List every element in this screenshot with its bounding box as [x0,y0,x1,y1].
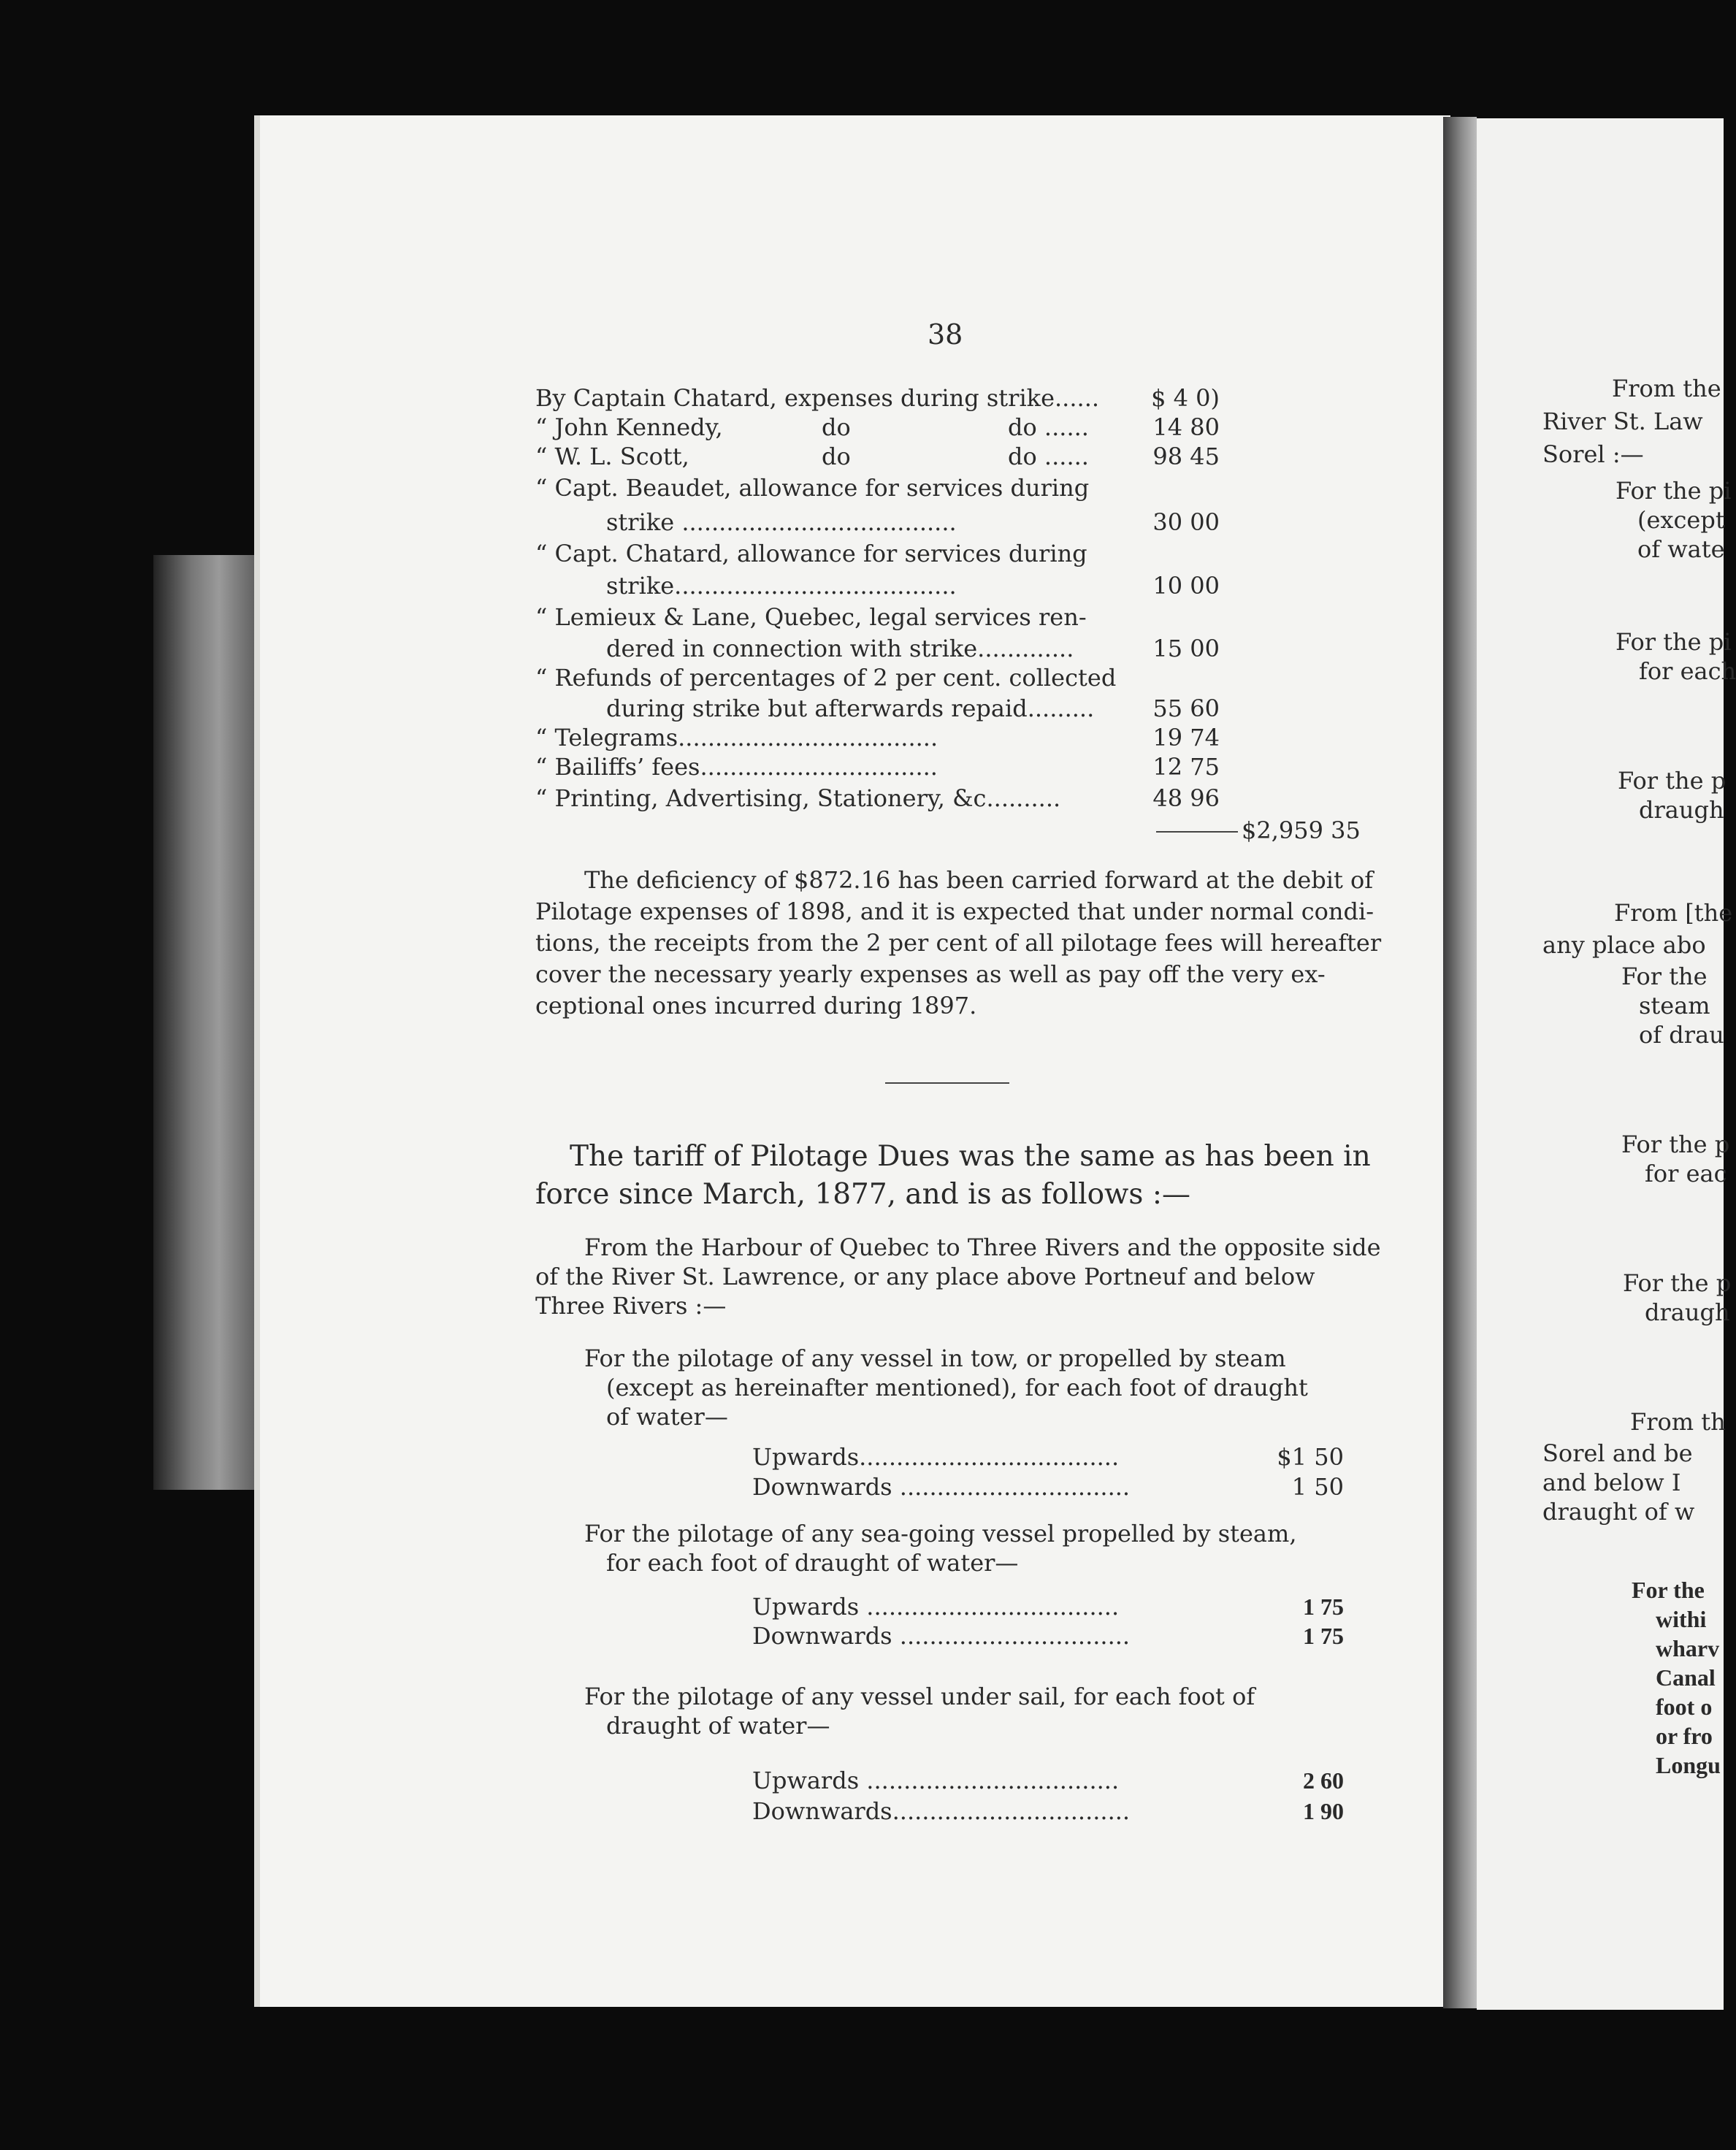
account-amount: 10 00 [1152,572,1220,600]
fragment: of wate [1637,535,1725,563]
tariff-line: (except as hereinafter mentioned), for each foot of draught [606,1374,1308,1401]
account-line: “ Refunds of percentages of 2 per cent. collected [535,664,1117,692]
fragment: steam [1639,992,1710,1019]
fragment: draugh [1639,796,1724,824]
fragment: draught of w [1542,1498,1695,1526]
paragraph-line: The deficiency of $872.16 has been carried forward at the debit of [584,866,1374,894]
tariff-line: for each foot of draught of water— [606,1549,1019,1577]
paragraph-line: cover the necessary yearly expenses as well as pay off the very ex- [535,960,1326,988]
paragraph-line: From the Harbour of Quebec to Three Rivers and the opposite side [584,1233,1381,1261]
account-amount: 12 75 [1152,753,1220,781]
rate-label: Upwards................................... [752,1443,1120,1471]
paragraph-line: Three Rivers :— [535,1292,727,1320]
account-line: strike...................................... [606,572,957,600]
tariff-line: draught of water— [606,1712,830,1740]
rate-value: 1 75 [1303,1594,1344,1620]
fragment: Longu [1656,1752,1721,1778]
intro-line: force since March, 1877, and is as follows :— [535,1178,1190,1211]
paragraph-line: tions, the receipts from the 2 per cent of all pilotage fees will hereafter [535,929,1382,957]
account-line: “ Lemieux & Lane, Quebec, legal services ren- [535,603,1087,631]
book-gutter [1443,117,1477,2008]
right-page [1477,118,1736,2010]
paragraph-line: ceptional ones incurred during 1897. [535,992,977,1019]
rate-value: 2 60 [1303,1767,1344,1794]
account-amount: 15 00 [1152,635,1220,662]
fragment: For the [1632,1577,1705,1603]
rate-label: Upwards .................................. [752,1767,1120,1794]
fragment: For the pi [1615,477,1732,505]
account-amount: 19 74 [1152,724,1220,751]
rate-value: $1 50 [1277,1443,1344,1471]
rate-value: 1 75 [1303,1623,1344,1649]
account-amount: 14 80 [1152,413,1220,441]
intro-line: The tariff of Pilotage Dues was the same as has been in [570,1140,1371,1173]
account-line: “ W. L. Scott, [535,443,689,470]
fragment: (except [1637,506,1725,534]
tariff-line: For the pilotage of any sea-going vessel propelled by steam, [584,1520,1297,1548]
fragment: For the [1621,963,1708,990]
fragment: Sorel and be [1542,1439,1693,1467]
account-line: “ Capt. Chatard, allowance for services during [535,540,1087,567]
rate-label: Downwards................................ [752,1797,1131,1825]
fragment: For the p [1618,767,1727,795]
sum-rule [1156,831,1238,833]
fragment: wharv [1656,1635,1720,1661]
account-line: during strike but afterwards repaid......... [606,695,1095,722]
fragment: From the [1612,375,1721,402]
fragment: for each [1639,657,1736,685]
fragment: For the pi [1615,628,1732,656]
fragment: Canal [1656,1664,1716,1691]
account-amount: 30 00 [1152,508,1220,536]
account-amount: 55 60 [1152,695,1220,722]
ditto-mark: do [822,413,851,441]
fragment: From th [1630,1408,1726,1436]
fragment: foot o [1656,1694,1713,1720]
fragment: or fro [1656,1723,1713,1749]
account-line: “ Telegrams................................... [535,724,938,751]
ditto-mark: do ...... [1008,413,1089,441]
fragment: From [the [1614,899,1733,927]
account-line: “ Capt. Beaudet, allowance for services during [535,474,1090,502]
page-edge-shadow [153,555,263,1490]
rate-label: Downwards ............................... [752,1622,1131,1650]
paragraph-line: of the River St. Lawrence, or any place above Portneuf and below [535,1263,1315,1290]
fragment: draugh [1645,1298,1730,1326]
account-amount: 98 45 [1152,443,1220,470]
account-line: “ John Kennedy, [535,413,723,441]
account-total: $2,959 35 [1242,816,1361,844]
tariff-line: For the pilotage of any vessel under sail, for each foot of [584,1683,1255,1710]
ditto-mark: do ...... [1008,443,1089,470]
tariff-line: For the pilotage of any vessel in tow, or propelled by steam [584,1344,1286,1372]
tariff-line: of water— [606,1403,728,1431]
ditto-mark: do [822,443,851,470]
paragraph-line: Pilotage expenses of 1898, and it is expected that under normal condi- [535,898,1374,925]
rate-value: 1 50 [1291,1473,1344,1501]
account-line: By Captain Chatard, expenses during strike...... [535,384,1100,412]
rate-label: Upwards .................................. [752,1593,1120,1621]
account-line: “ Printing, Advertising, Stationery, &c.......... [535,784,1061,812]
page-number: 38 [928,318,963,351]
account-line: strike ..................................... [606,508,957,536]
section-divider [885,1082,1009,1084]
right-page-text [1477,118,1736,2010]
fragment: River St. Law [1542,408,1703,435]
fragment: any place abo [1542,931,1706,959]
rate-value: 1 90 [1303,1798,1344,1824]
account-line: “ Bailiffs’ fees................................ [535,753,938,781]
fragment: for eac [1645,1160,1727,1187]
fragment: of drau [1639,1021,1724,1049]
account-amount: $ 4 0) [1151,384,1220,412]
fragment: For the p [1623,1269,1732,1297]
account-line: dered in connection with strike............. [606,635,1074,662]
rate-label: Downwards ............................... [752,1473,1131,1501]
account-amount: 48 96 [1152,784,1220,812]
fragment: and below I [1542,1469,1681,1496]
fragment: For the p [1621,1131,1730,1158]
fragment: withi [1656,1606,1707,1632]
fragment: Sorel :— [1542,440,1644,468]
